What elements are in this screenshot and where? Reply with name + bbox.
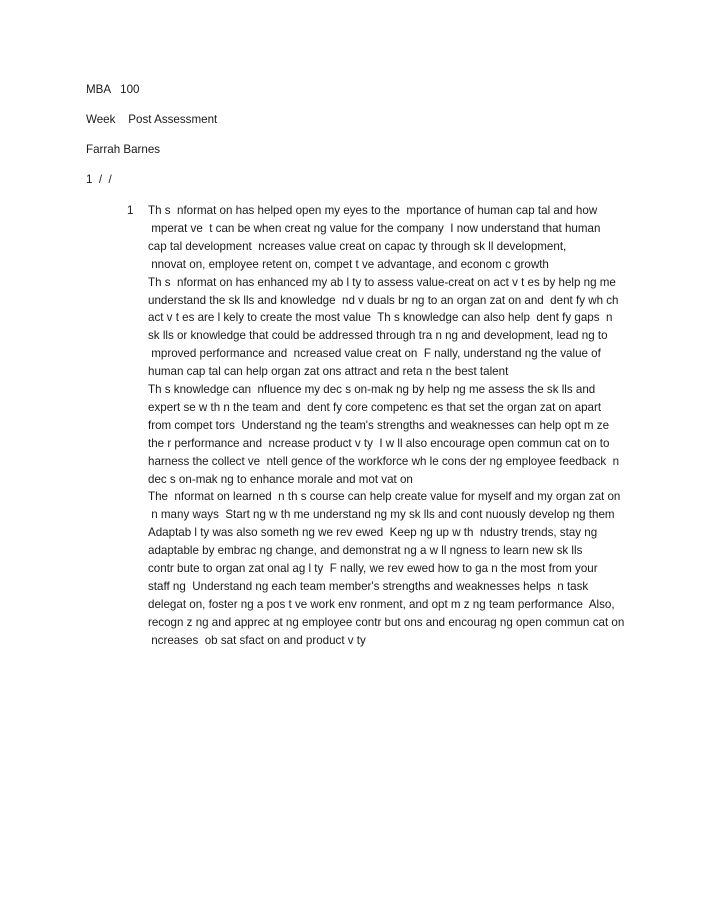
body-line: cap tal development ncreases value creat on capac ty through sk ll development, xyxy=(148,240,567,253)
body-line: delegat on, foster ng a pos t ve work env ronment, and opt m z ng team performance Also, xyxy=(148,598,615,611)
author-name: Farrah Barnes xyxy=(86,143,161,156)
body-line: mperat ve t can be when creat ng value for the company I now understand that human xyxy=(148,222,601,235)
body-line: the r performance and ncrease product v ty I w ll also encourage open commun cat on to xyxy=(148,437,610,450)
body-line: understand the sk lls and knowledge nd v duals br ng to an organ zat on and dent fy wh ch xyxy=(148,294,619,307)
body-line: Th s knowledge can nfluence my dec s on-mak ng by help ng me assess the sk lls and xyxy=(148,383,596,396)
assignment-title: Week Post Assessment xyxy=(86,113,218,126)
body-line: nnovat on, employee retent on, compet t ve advantage, and econom c growth xyxy=(148,258,549,271)
date-line: 1 / / xyxy=(86,173,112,186)
body-line: expert se w th n the team and dent fy core competenc es that set the organ zat on apart xyxy=(148,401,602,414)
list-number: 1 xyxy=(127,204,134,217)
body-line: mproved performance and ncreased value creat on F nally, understand ng the value of xyxy=(148,347,601,360)
body-line: Th s nformat on has enhanced my ab l ty to assess value-creat on act v t es by help ng me xyxy=(148,276,616,289)
body-line: harness the collect ve ntell gence of the workforce wh le cons der ng employee feedback n xyxy=(148,455,620,468)
body-line: recogn z ng and apprec at ng employee contr but ons and encourag ng open commun cat on xyxy=(148,616,625,629)
body-line: act v t es are l kely to create the most value Th s knowledge can also help dent fy gaps n xyxy=(148,311,613,324)
body-line: dec s on-mak ng to enhance morale and mot vat on xyxy=(148,473,413,486)
body-line: Th s nformat on has helped open my eyes to the mportance of human cap tal and how xyxy=(148,204,598,217)
course-title: MBA 100 xyxy=(86,83,140,96)
body-line: staff ng Understand ng each team member's strengths and weaknesses helps n task xyxy=(148,580,589,593)
body-line: n many ways Start ng w th me understand ng my sk lls and cont nuously develop ng them xyxy=(148,508,615,521)
body-line: contr bute to organ zat onal ag l ty F nally, we rev ewed how to ga n the most from your xyxy=(148,562,598,575)
body-line: adaptable by embrac ng change, and demonstrat ng a w ll ngness to learn new sk lls xyxy=(148,544,583,557)
body-line: human cap tal can help organ zat ons attract and reta n the best talent xyxy=(148,365,509,378)
body-line: sk lls or knowledge that could be addressed through tra n ng and development, lead ng to xyxy=(148,329,608,342)
body-line: from compet tors Understand ng the team's strengths and weaknesses can help opt m ze xyxy=(148,419,610,432)
body-line: ncreases ob sat sfact on and product v ty xyxy=(148,634,366,647)
body-line: The nformat on learned n th s course can help create value for myself and my organ zat on xyxy=(148,490,621,503)
body-line: Adaptab l ty was also someth ng we rev ewed Keep ng up w th ndustry trends, stay ng xyxy=(148,526,598,539)
